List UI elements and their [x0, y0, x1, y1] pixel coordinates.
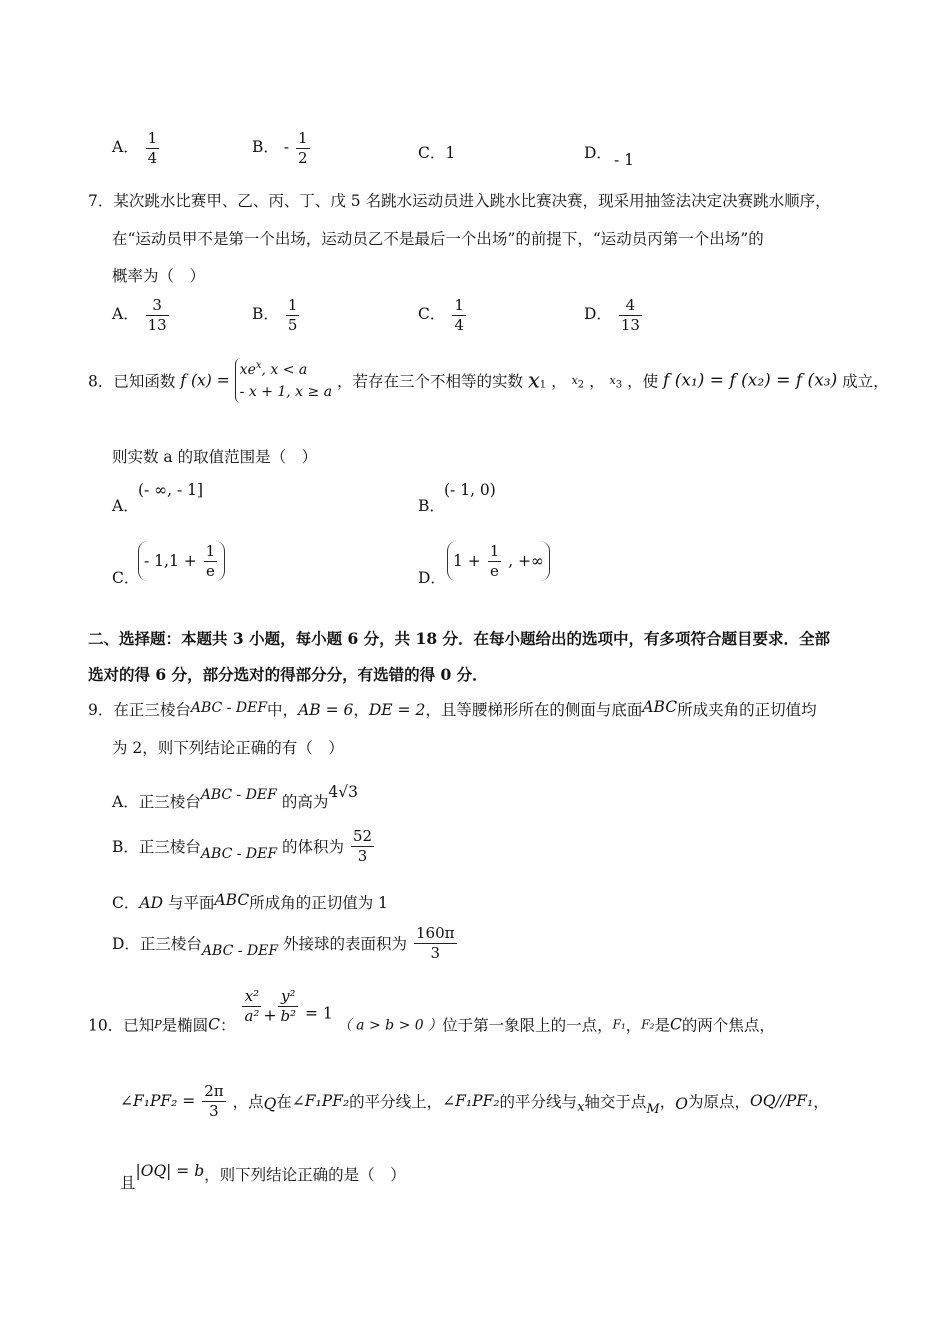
q10-line3: 且|OQ| = b，则下列结论正确的是（ ） [120, 1162, 406, 1192]
q8-line2: 则实数 a 的取值范围是（ ） [112, 448, 318, 466]
q9-option-d: D．正三棱台ABC - DEF 外接球的表面积为 $\frac{160\pi}{3}$ [112, 924, 455, 962]
q9-option-c: C．AD 与平面ABC所成角的正切值为 1 [112, 891, 388, 912]
q8-option-c-value: - 1,1 + $\frac{1}{e}$ [138, 541, 225, 581]
q8-option-d-value: 1 + $\frac{1}{e}$ , +∞ [447, 541, 550, 581]
q9-line2: 为 2，则下列结论正确的有（ ） [112, 739, 344, 757]
q9-option-a: A．正三棱台ABC - DEF 的高为4√3 [112, 783, 358, 811]
q7-option-a: A． $\frac{3}{13}$ [112, 296, 167, 334]
q7-line2: 在“运动员甲不是第一个出场，运动员乙不是最后一个出场”的前提下，“运动员丙第一个出场”的 [112, 230, 764, 248]
q6-option-a: A． $\frac{1}{4}$ [112, 129, 158, 167]
q7-option-b: B． $\frac{1}{5}$ [252, 296, 298, 334]
q8-option-a-value: (- ∞, - 1] [138, 481, 204, 499]
q10-line2: ∠F₁PF₂ = $\frac{2\pi}{3}$ ，点Q在∠F₁PF₂的平分线上，∠F₁PF₂的平分线与$_x$轴交于点$_M$，O为原点，OQ//PF₁， [120, 1082, 829, 1120]
q8-option-a-label: A． [112, 497, 139, 515]
q8-option-d-label: D． [418, 569, 446, 587]
q6-option-d-value: - 1 [614, 151, 635, 169]
q10-line1: 10．已知P是椭圆C： $\frac{\text{x²}}{\text{a²}}$ + $\frac{\text{y²}}{\text{b²}}$ = 1 （ a > b > 0 ）位于第一象限上的一点，F₁，F₂是C的两个焦点， [88, 987, 775, 1035]
q8-option-b-value: (- 1, 0) [444, 481, 496, 499]
q9-line1: 9．在正三棱台ABC - DEF中，AB = 6，DE = 2，且等腰梯形所在的侧面与底面ABC所成夹角的正切值均 [88, 698, 817, 719]
q8-piecewise: $xe^x$, x < a - x + 1, x ≥ a [235, 358, 332, 403]
section2-line1: 二、选择题：本题共 3 小题，每小题 6 分，共 18 分．在每小题给出的选项中，有多项符合题目要求．全部 [88, 629, 831, 648]
q8-line1: 8．已知函数 f (x) = $xe^x$, x < a - x + 1, x ≥ a ，若存在三个不相等的实数 $x_1$ ， $x_2$ ， $x_3$ ，使 f (x₁) = f (x₂) = f (x₃) 成立， [88, 358, 889, 403]
q9-option-b: B．正三棱台ABC - DEF 的体积为 $\frac{52}{3}$ [112, 827, 373, 865]
q7-option-c: C． $\frac{1}{4}$ [418, 296, 464, 334]
q8-option-c-label: C． [112, 569, 140, 587]
q6-option-d: D． [584, 144, 612, 162]
q7-line1: 7．某次跳水比赛甲、乙、丙、丁、戊 5 名跳水运动员进入跳水比赛决赛，现采用抽签法决定决赛跳水顺序， [88, 192, 831, 210]
q7-line3: 概率为（ ） [112, 267, 206, 285]
q7-option-d: D． $\frac{4}{13}$ [584, 296, 640, 334]
section2-line2: 选对的得 6 分，部分选对的得部分分，有选错的得 0 分． [88, 665, 488, 684]
q6-option-c: C．1 [418, 144, 456, 162]
q6-option-b: B． - $\frac{1}{2}$ [252, 129, 308, 167]
q8-option-b-label: B． [418, 497, 445, 515]
